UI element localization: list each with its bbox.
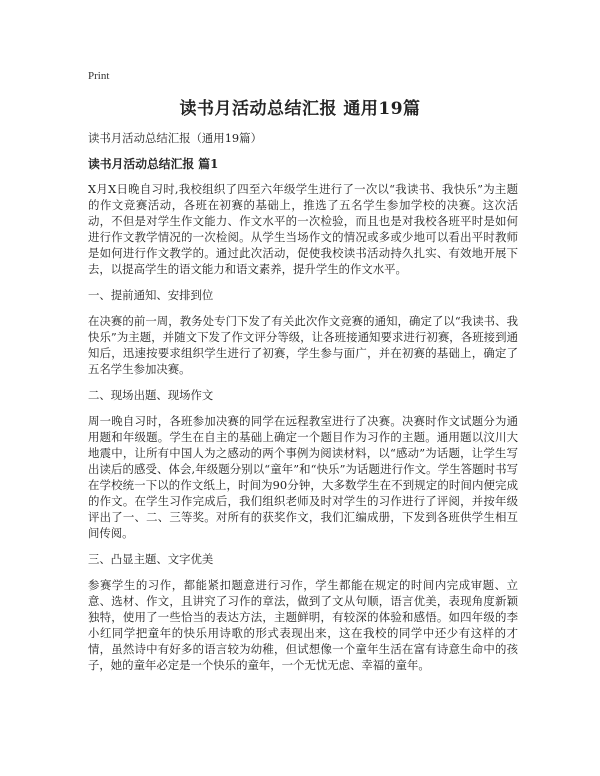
heading-notice: 一、提前通知、安排到位 (88, 288, 214, 302)
paragraph-theme: 参赛学生的习作，都能紧扣题意进行习作，学生都能在规定的时间内完成审题、立意、选材、作文，且讲究了习作的章法，做到了文从句顺，语言优美，表现角度新颖独特，使用了一些恰当的表达方法，主题鲜明，有较深的体验和感悟。如四年级的李小红同学把童年的快乐用诗歌的形式表现出来，这在我校的同学中还少有这样的才情，虽然诗中有好多的语言较为幼稚，但试想像一个童年生活在富有诗意生命中的孩子，她的童年必定是一个快乐的童年，一个无忧无虑、幸福的童年。 (88, 578, 518, 672)
paragraph-notice: 在决赛的前一周，教务处专门下发了有关此次作文竞赛的通知，确定了以“我读书、我快乐”为主题，并随文下发了作文评分等级，让各班接通知要求进行初赛，各班接到通知后，迅速按要求组织学生进行了初赛，学生参与面广，并在初赛的基础上，确定了五名学生参加决赛。 (88, 314, 518, 376)
document-title: 读书月活动总结汇报 通用19篇 (179, 99, 421, 119)
document-subtitle: 读书月活动总结汇报（通用19篇） (88, 131, 262, 145)
paragraph-intro: X月X日晚自习时,我校组织了四至六年级学生进行了一次以“我读书、我快乐”为主题的作文竞赛活动，各班在初赛的基础上，推选了五名学生参加学校的决赛。这次活动，不但是对学生作文能力、作文水平的一次检验，而且也是对我校各班平时是如何进行作文教学情况的一次检阅。从学生当场作文的情况或多或少地可以看出平时教师是如何进行作文教学的。通过此次活动，促使我校读书活动持久扎实、有效地开展下去，以提高学生的语文能力和语文素养，提升学生的作文水平。 (88, 182, 518, 276)
print-link[interactable]: Print (88, 70, 110, 82)
heading-onsite: 二、现场出题、现场作文 (88, 388, 214, 402)
section-title: 读书月活动总结汇报 篇1 (88, 157, 219, 171)
document-body (88, 130, 518, 683)
paragraph-onsite: 周一晚自习时，各班参加决赛的同学在远程教室进行了决赛。决赛时作文试题分为通用题和年级题。学生在自主的基础上确定一个题目作为习作的主题。通用题以汶川大地震中，让所有中国人为之感动的两个事例为阅读材料，以“感动”为话题，让学生写出读后的感受、体会,年级题分别以“童年”和“快乐”为话题进行作文。学生答题时书写在学校统一下以的作文纸上，时间为90分钟，大多数学生在不到规定的时间内便完成的作文。在学生习作完成后，我们组织老师及时对学生的习作进行了评阅，并按年级评出了一、二、三等奖。对所有的获奖作文，我们汇编成册，下发到各班供学生相互间传阅。 (88, 414, 518, 540)
heading-theme: 三、凸显主题、文字优美 (88, 552, 214, 566)
